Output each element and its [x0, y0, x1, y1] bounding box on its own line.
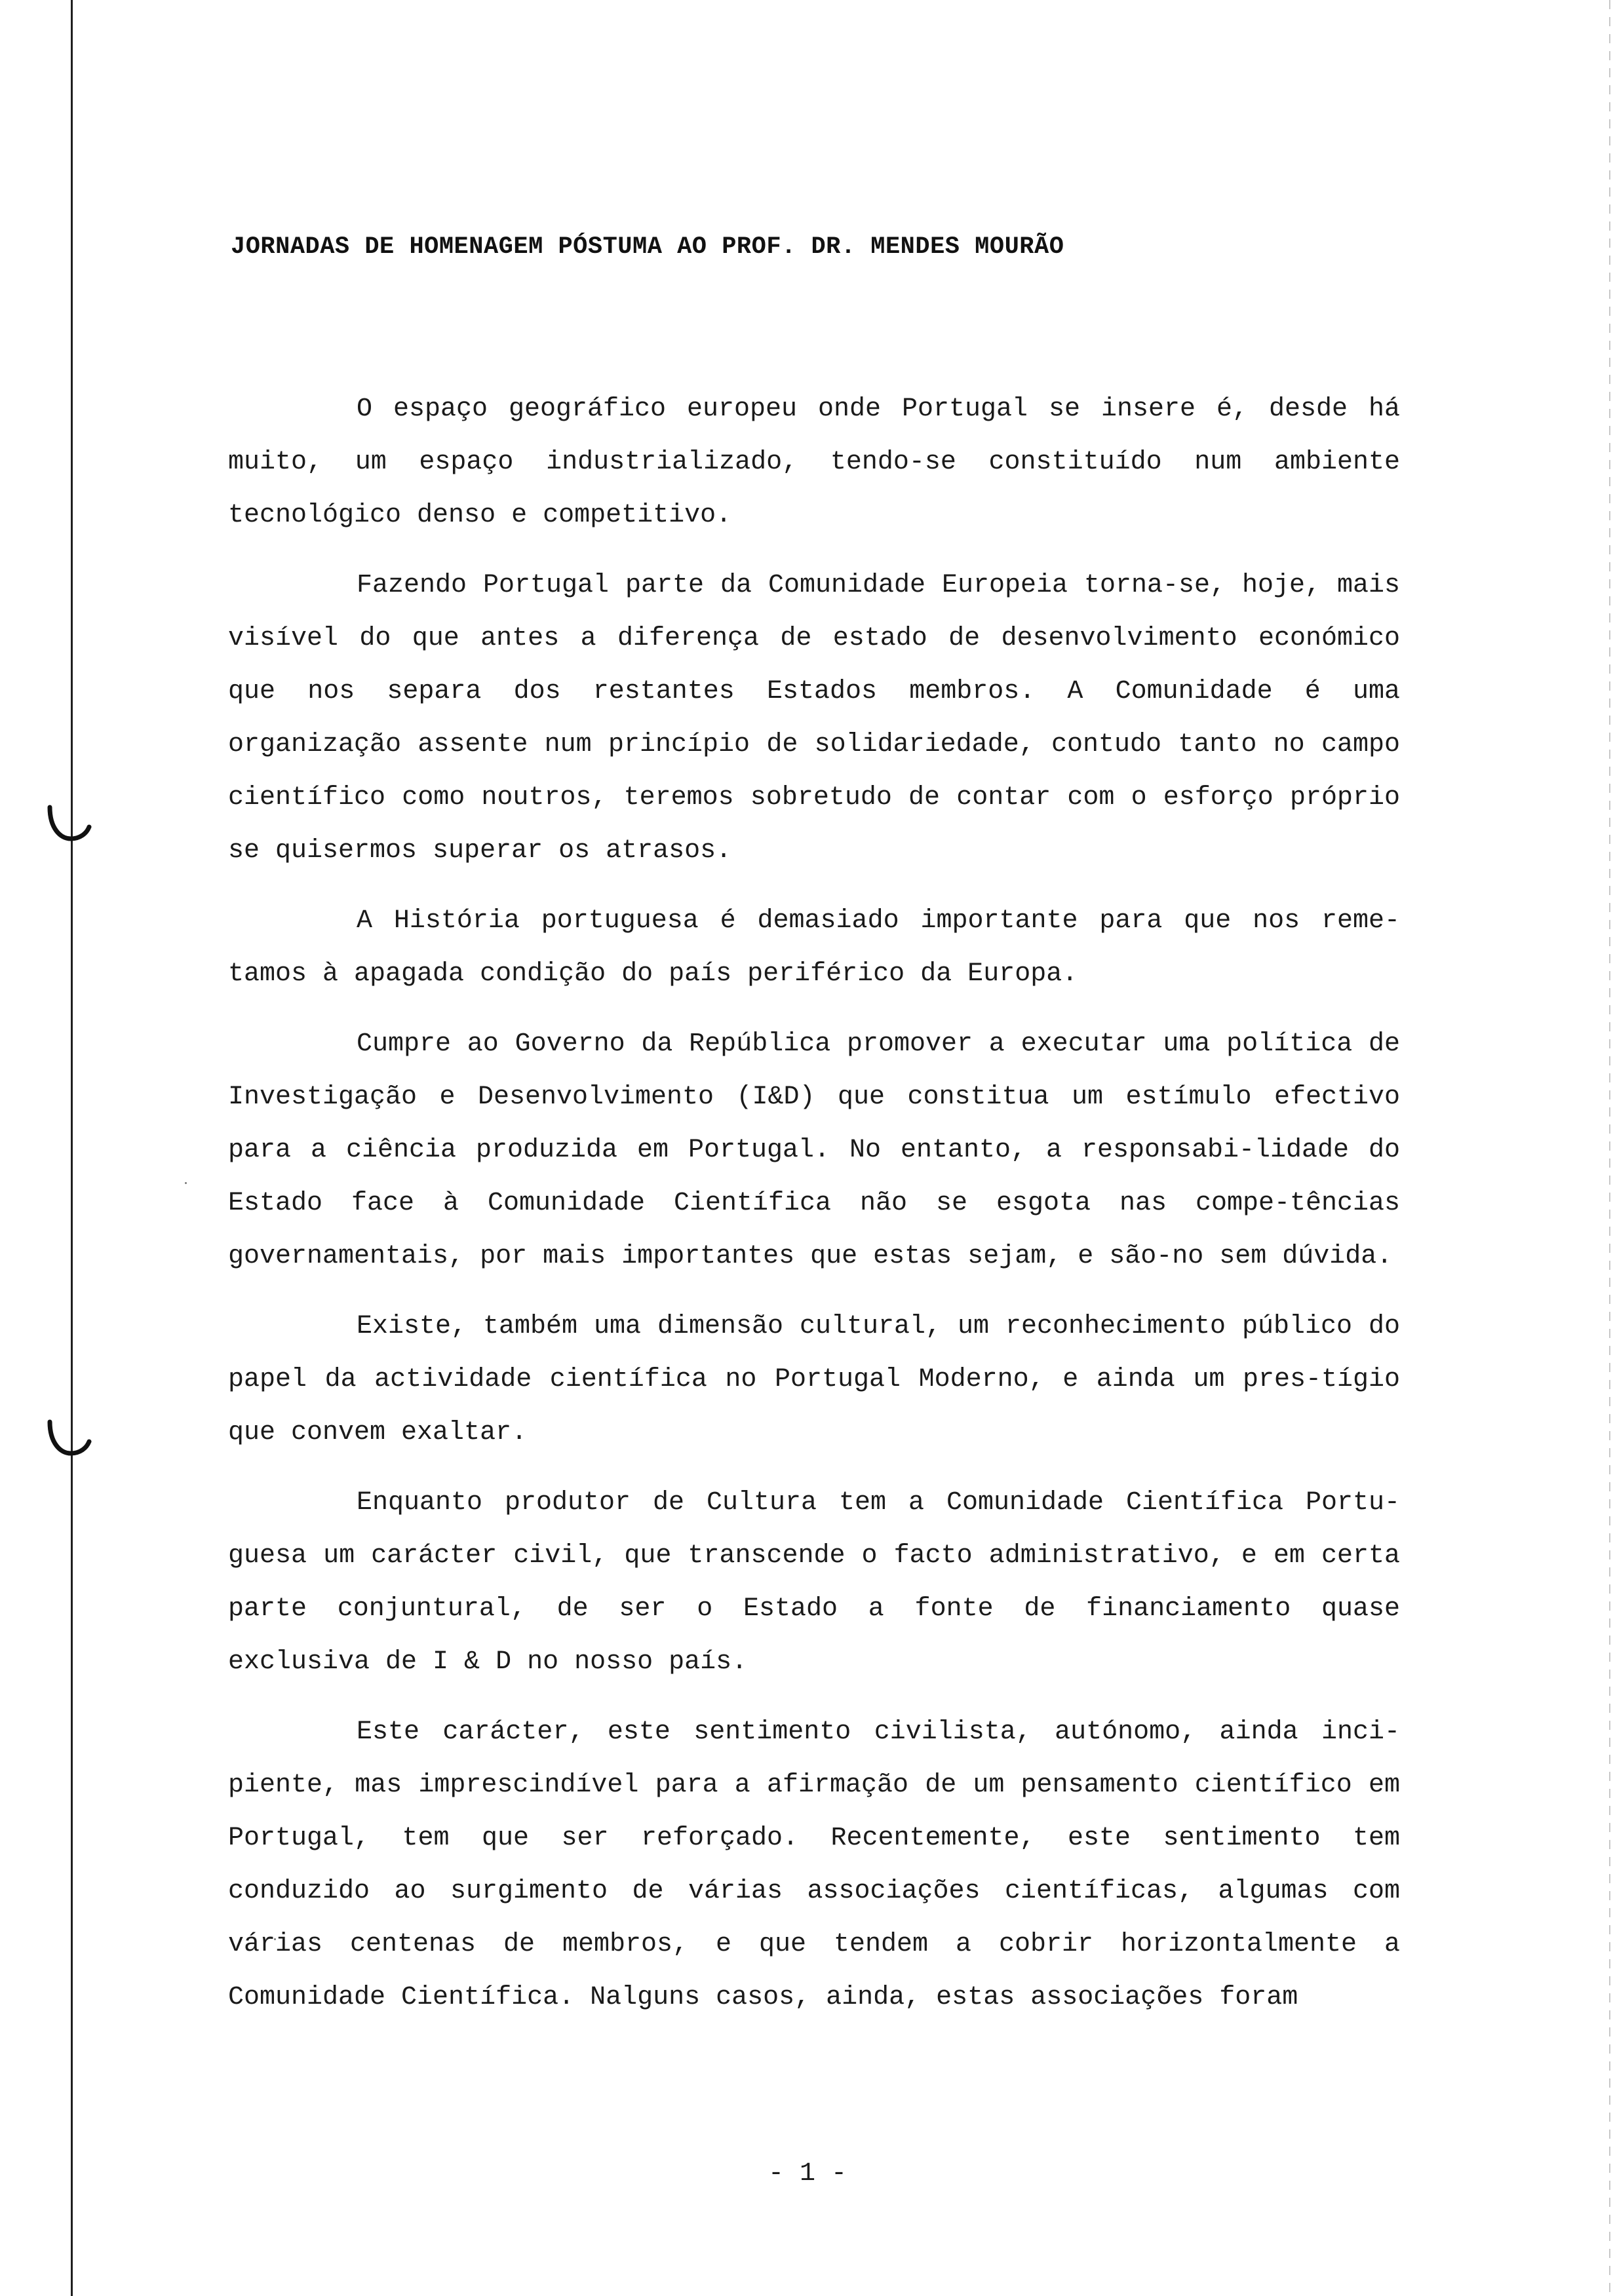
paragraph: Enquanto produtor de Cultura tem a Comunidade Científica Portu-guesa um carácter civil, que transcende o facto administrativo, e em certa parte conjuntural, de ser o Estado a fonte de financiamento quase exclusiva de I & D no nosso país.	[228, 1488, 1400, 1677]
paragraph: A História portuguesa é demasiado importante para que nos reme-tamos à apagada condição do país periférico da Europa.	[228, 906, 1400, 989]
paper-speck	[185, 1182, 187, 1184]
binding-rule-left	[71, 0, 73, 2296]
document-title: JORNADAS DE HOMENAGEM PÓSTUMA AO PROF. DR. MENDES MOURÃO	[231, 233, 1064, 261]
paragraph: Este carácter, este sentimento civilista, autónomo, ainda inci-piente, mas imprescindível para a afirmação de um pensamento científico em Portugal, tem que ser reforçado. Recentemente, este sentimento tem conduzido ao surgimento de várias associações científicas, algumas com várias centenas de membros, e que tendem a cobrir horizontalmente a Comunidade Científica. Nalguns casos, ainda, estas associações foram	[228, 1717, 1400, 2012]
paragraph: O espaço geográfico europeu onde Portugal se insere é, desde há muito, um espaço industrializado, tendo-se constituído num ambiente tecnológico denso e competitivo.	[228, 394, 1400, 530]
page-number: - 1 -	[768, 2159, 847, 2189]
paragraph: Cumpre ao Governo da República promover a executar uma política de Investigação e Desenvolvimento (I&D) que constitua um estímulo efectivo para a ciência produzida em Portugal. No entanto, a responsabi-lidade do Estado face à Comunidade Científica não se esgota nas compe-tências governamentais, por mais importantes que estas sejam, e são-no sem dúvida.	[228, 1029, 1400, 1271]
binder-hole-mark-icon	[46, 801, 92, 847]
paragraph: Existe, também uma dimensão cultural, um reconhecimento público do papel da actividade científica no Portugal Moderno, e ainda um pres-tígio que convem exaltar.	[228, 1312, 1400, 1447]
paragraph: Fazendo Portugal parte da Comunidade Europeia torna-se, hoje, mais visível do que antes a diferença de estado de desenvolvimento económico que nos separa dos restantes Estados membros. A Comunidade é uma organização assente num princípio de solidariedade, contudo tanto no campo científico como noutros, teremos sobretudo de contar com o esforço próprio se quisermos superar os atrasos.	[228, 571, 1400, 866]
document-body	[228, 383, 1400, 2041]
binder-hole-mark-icon	[46, 1415, 92, 1461]
page-edge-right	[1609, 0, 1610, 2296]
